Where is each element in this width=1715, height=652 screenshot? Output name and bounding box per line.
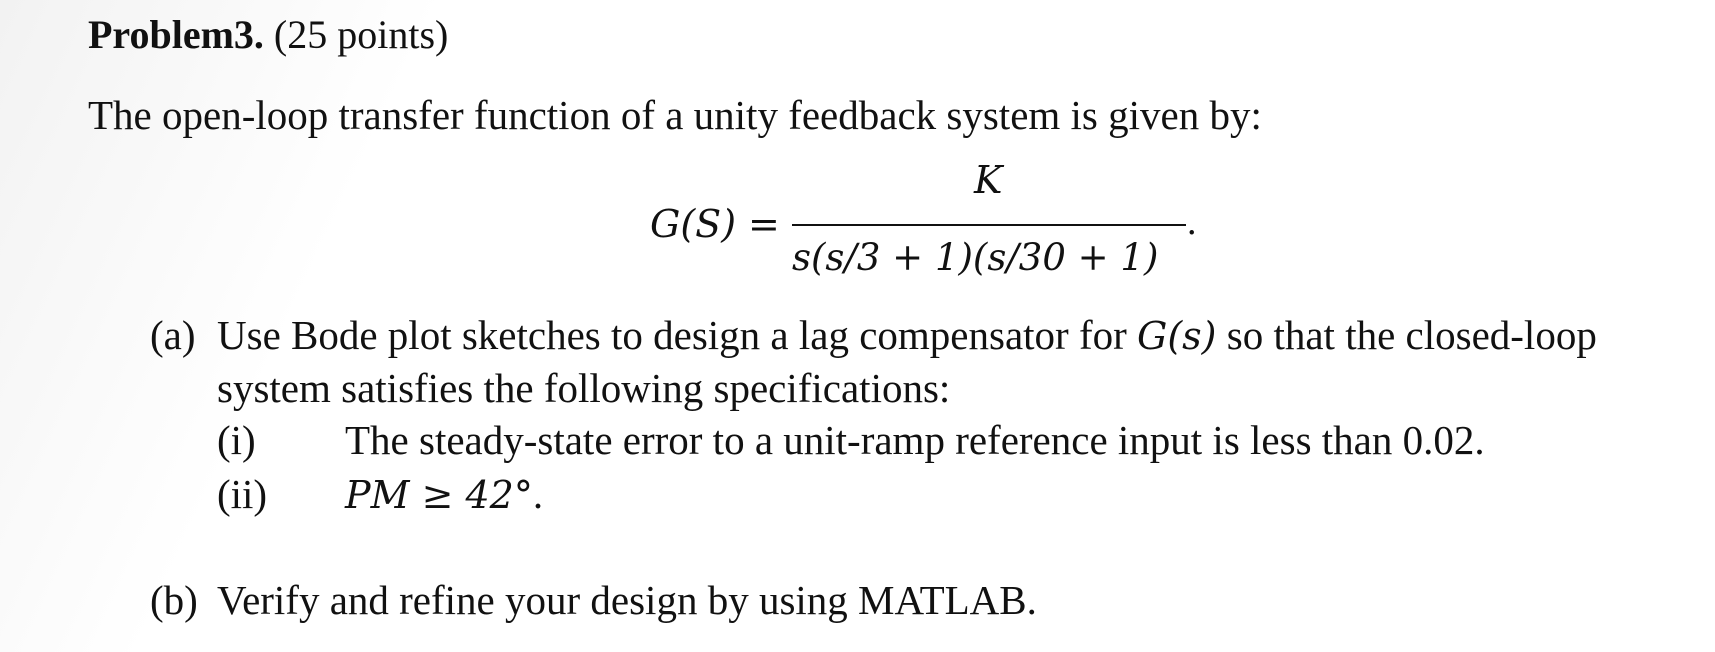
equation-period: . [1187, 201, 1197, 243]
spec-ii-math-rest: ≥ 42° [409, 473, 533, 517]
equation-numerator: K [974, 158, 1003, 202]
part-a-line1 [217, 312, 1597, 358]
spec-ii-text [345, 471, 544, 517]
problem-intro: The open-loop transfer function of a unity feedback system is given by: [88, 92, 1262, 138]
part-a-line2: system satisfies the following specifications: [217, 365, 951, 411]
part-a-label: (a) [150, 312, 196, 358]
fraction-bar [792, 224, 1186, 226]
part-a-math: G(s) [1137, 314, 1217, 358]
equation-lhs: G(S) [650, 202, 737, 246]
part-b-text: Verify and refine your design by using MATLAB. [217, 577, 1037, 623]
equation-denominator: s(s/3 + 1)(s/30 + 1) [792, 236, 1159, 279]
spec-ii-math-var: PM [345, 473, 410, 517]
spec-ii-label: (ii) [217, 471, 268, 517]
part-a-text-before: Use Bode plot sketches to design a lag compensator for [217, 312, 1137, 358]
part-b-label: (b) [150, 577, 198, 623]
part-a-text-after: so that the closed-loop [1216, 312, 1597, 358]
equation-equals: = [748, 202, 780, 246]
spec-i-text: The steady-state error to a unit-ramp reference input is less than 0.02. [345, 417, 1485, 463]
problem-points: (25 points) [263, 12, 449, 57]
spec-ii-period: . [532, 471, 544, 517]
problem-title [88, 12, 449, 57]
spec-i-label: (i) [217, 417, 256, 463]
problem-number: Problem3. [88, 12, 264, 57]
